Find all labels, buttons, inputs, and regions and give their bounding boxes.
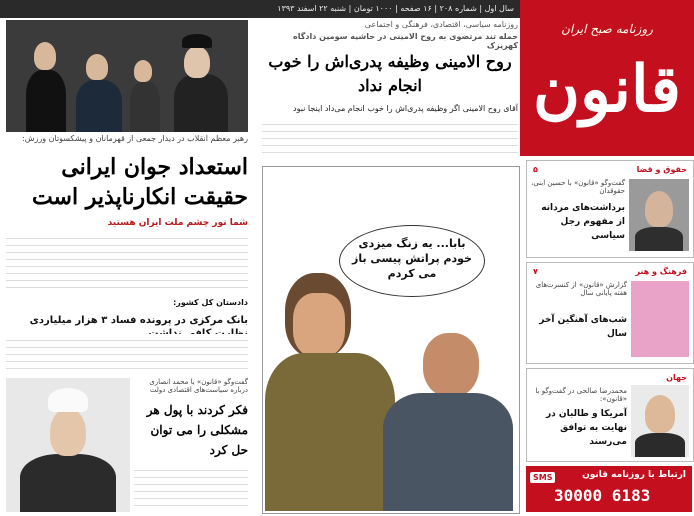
story3-kicker: گفت‌وگو «قانون» با محمد انصاری درباره سیاست‌های اقتصادی دولت — [149, 378, 248, 394]
sidebar-item-1 — [526, 160, 694, 258]
cartoon-figure2-head — [423, 333, 479, 397]
sidebar-photo — [631, 385, 689, 457]
sidebar-section-label: جهان — [666, 373, 687, 382]
story3-body-text — [134, 464, 248, 510]
center-headline: روح الامینی وظیفه پدری‌اش را خوب انجام نداد — [268, 52, 512, 95]
center-body-text — [262, 118, 518, 158]
masthead — [520, 0, 694, 156]
sms-number: 30000 6183 — [554, 486, 651, 505]
sidebar-photo — [629, 179, 689, 251]
issue-info-strip: سال اول | شماره ۲۰۸ | ۱۶ صفحه | ۱۰۰۰ تومان | شنبه ۲۲ اسفند ۱۳۹۳ — [0, 0, 520, 18]
center-lead: آقای روح الامینی اگر وظیفه پدری‌اش را خوب انجام می‌داد اینجا نبود — [293, 104, 518, 113]
cartoon-figure-face — [293, 293, 345, 357]
sms-contact-box — [526, 466, 692, 512]
sidebar-item-3 — [526, 368, 694, 462]
lead-body-text — [6, 232, 248, 288]
cartoon-figure-body — [265, 353, 395, 511]
cartoon — [262, 166, 520, 514]
cartoon-speech-bubble: بابا... یه زنگ میزدی خودم پراتش پیسی باز می کردم — [339, 225, 485, 297]
story2-body-text — [6, 334, 248, 374]
sidebar-headline: برداشت‌های مردانه از مفهوم رجل سیاسی — [541, 203, 625, 241]
lead-photo — [6, 20, 248, 132]
masthead-logo: قانون — [533, 52, 681, 127]
lead-kicker: رهبر معظم انقلاب در دیدار جمعی از قهرمانان و پیشکسوتان ورزش: — [22, 134, 248, 143]
story3-headline: فکر کردند با پول هر مشکلی را می توان حل کرد — [146, 403, 248, 457]
sms-label: ارتباط با روزنامه قانون — [582, 470, 686, 480]
story2-headline: بانک مرکزی در پرونده فساد ۳ هزار میلیاردی — [29, 315, 248, 326]
sidebar-item-2 — [526, 262, 694, 364]
center-kicker: حمله تند مرتضوی به روح الامینی در حاشیه سومین دادگاه کهریزک — [293, 32, 518, 50]
sms-icon: SMS — [530, 472, 555, 483]
cartoon-figure2-body — [383, 393, 513, 511]
story2-kicker: دادستان کل کشور: — [173, 298, 248, 307]
sidebar-headline: آمریکا و طالبان در نهایت به توافق می‌رسند — [545, 409, 627, 447]
sidebar-kicker: گزارش «قانون» از کنسرت‌های هفته پایانی سال — [535, 281, 627, 297]
lead-subline: شما نور چشم ملت ایران هستید — [107, 218, 248, 228]
interview-photo — [6, 378, 130, 512]
sidebar-page-number: ۵ — [533, 165, 538, 174]
sidebar-kicker: گفت‌وگو «قانون» با حسین ابنی، حقوقدان — [531, 179, 625, 195]
sidebar-section-label: حقوق و قضا — [636, 165, 687, 174]
sidebar-headline: شب‌های آهنگین آخر سال — [539, 315, 627, 339]
sidebar-kicker: محمدرضا صالحی در گفت‌وگو با «قانون»: — [535, 387, 627, 403]
rubric: روزنامه سیاسی، اقتصادی، فرهنگی و اجتماعی — [364, 20, 518, 29]
masthead-subtitle: روزنامه صبح ایران — [561, 22, 653, 36]
sidebar-poster-image — [631, 281, 689, 357]
sidebar-section-label: فرهنگ و هنر — [635, 267, 687, 276]
lead-headline: استعداد جوان ایرانی حقیقت انکارناپذیر است — [31, 154, 248, 210]
sidebar-page-number: ۷ — [533, 267, 538, 276]
